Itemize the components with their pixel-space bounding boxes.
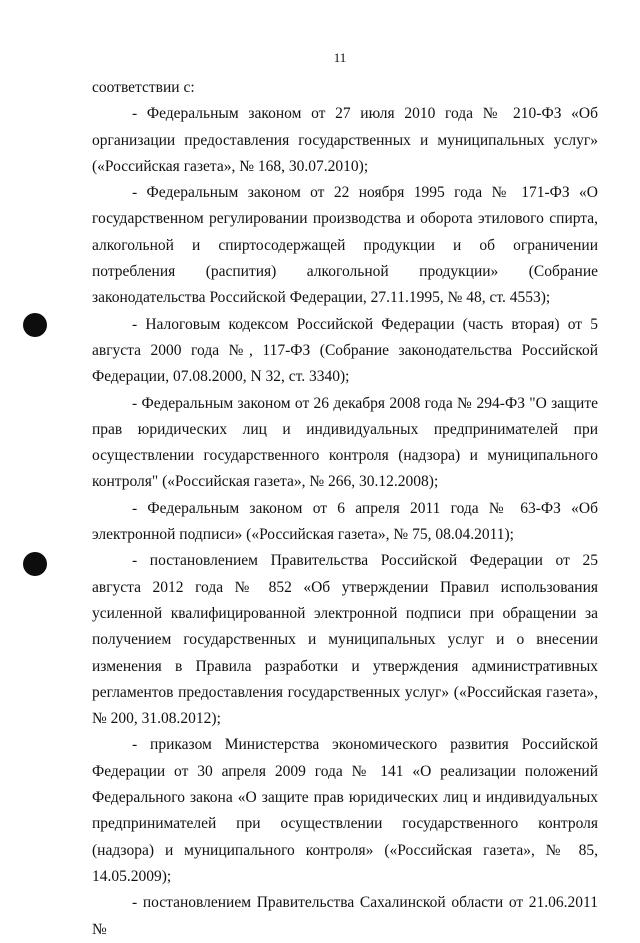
document-body (92, 75, 598, 943)
page-number: 11 (333, 50, 347, 65)
paragraph-law-210fz: - Федеральным законом от 27 июля 2010 года № 210-ФЗ «Об организации предоставления государственных и муниципальных услуг» («Российская газета», № 168, 30.07.2010); (92, 105, 598, 175)
paragraph-law-63fz: - Федеральным законом от 6 апреля 2011 года № 63-ФЗ «Об электронной подписи» («Российская газета», № 75, 08.04.2011); (92, 499, 598, 544)
paragraph-intro: соответствии с: (92, 79, 195, 96)
hole-punch-top (23, 313, 47, 337)
hole-punch-bottom (23, 552, 47, 576)
paragraph-law-294fz: - Федеральным законом от 26 декабря 2008 года № 294-ФЗ "О защите прав юридических лиц и индивидуальных предпринимателей при осуществлении государственного контроля (надзора) и муниципального контроля" («Российская газета», № 266, 30.12.2008); (92, 394, 598, 491)
paragraph-order-141: - приказом Министерства экономического развития Российской Федерации от 30 апреля 2009 года № 141 «О реализации положений Федерального закона «О защите прав юридических лиц и индивидуальных предпринимателей при осуществлении государственного контроля (надзора) и муниципального контроля» («Российская газета», № 85, 14.05.2009); (92, 736, 598, 885)
paragraph-sakhalin-resolution: - постановлением Правительства Сахалинской области от 21.06.2011 № (92, 894, 598, 938)
paragraph-tax-code: - Налоговым кодексом Российской Федерации (часть вторая) от 5 августа 2000 года №, 117-ФЗ (Собрание законодательства Российской Федерации, 07.08.2000, N 32, ст. 3340); (92, 315, 598, 386)
paragraph-law-171fz: - Федеральным законом от 22 ноября 1995 года № 171-ФЗ «О государственном регулировании производства и оборота этилового спирта, алкогольной и спиртосодержащей продукции и об ограничении потребления (распития) алкогольной продукции» (Собрание законодательства Российской Федерации, 27.11.1995, № 48, ст. 4553); (92, 184, 598, 307)
paragraph-resolution-852: - постановлением Правительства Российской Федерации от 25 августа 2012 года № 852 «Об утверждении Правил использования усиленной квалифицированной электронной подписи при обращении за получением государственных и муниципальных услуг и о внесении изменения в Правила разработки и утверждения административных регламентов предоставления государственных услуг» («Российская газета», № 200, 31.08.2012); (92, 552, 598, 728)
